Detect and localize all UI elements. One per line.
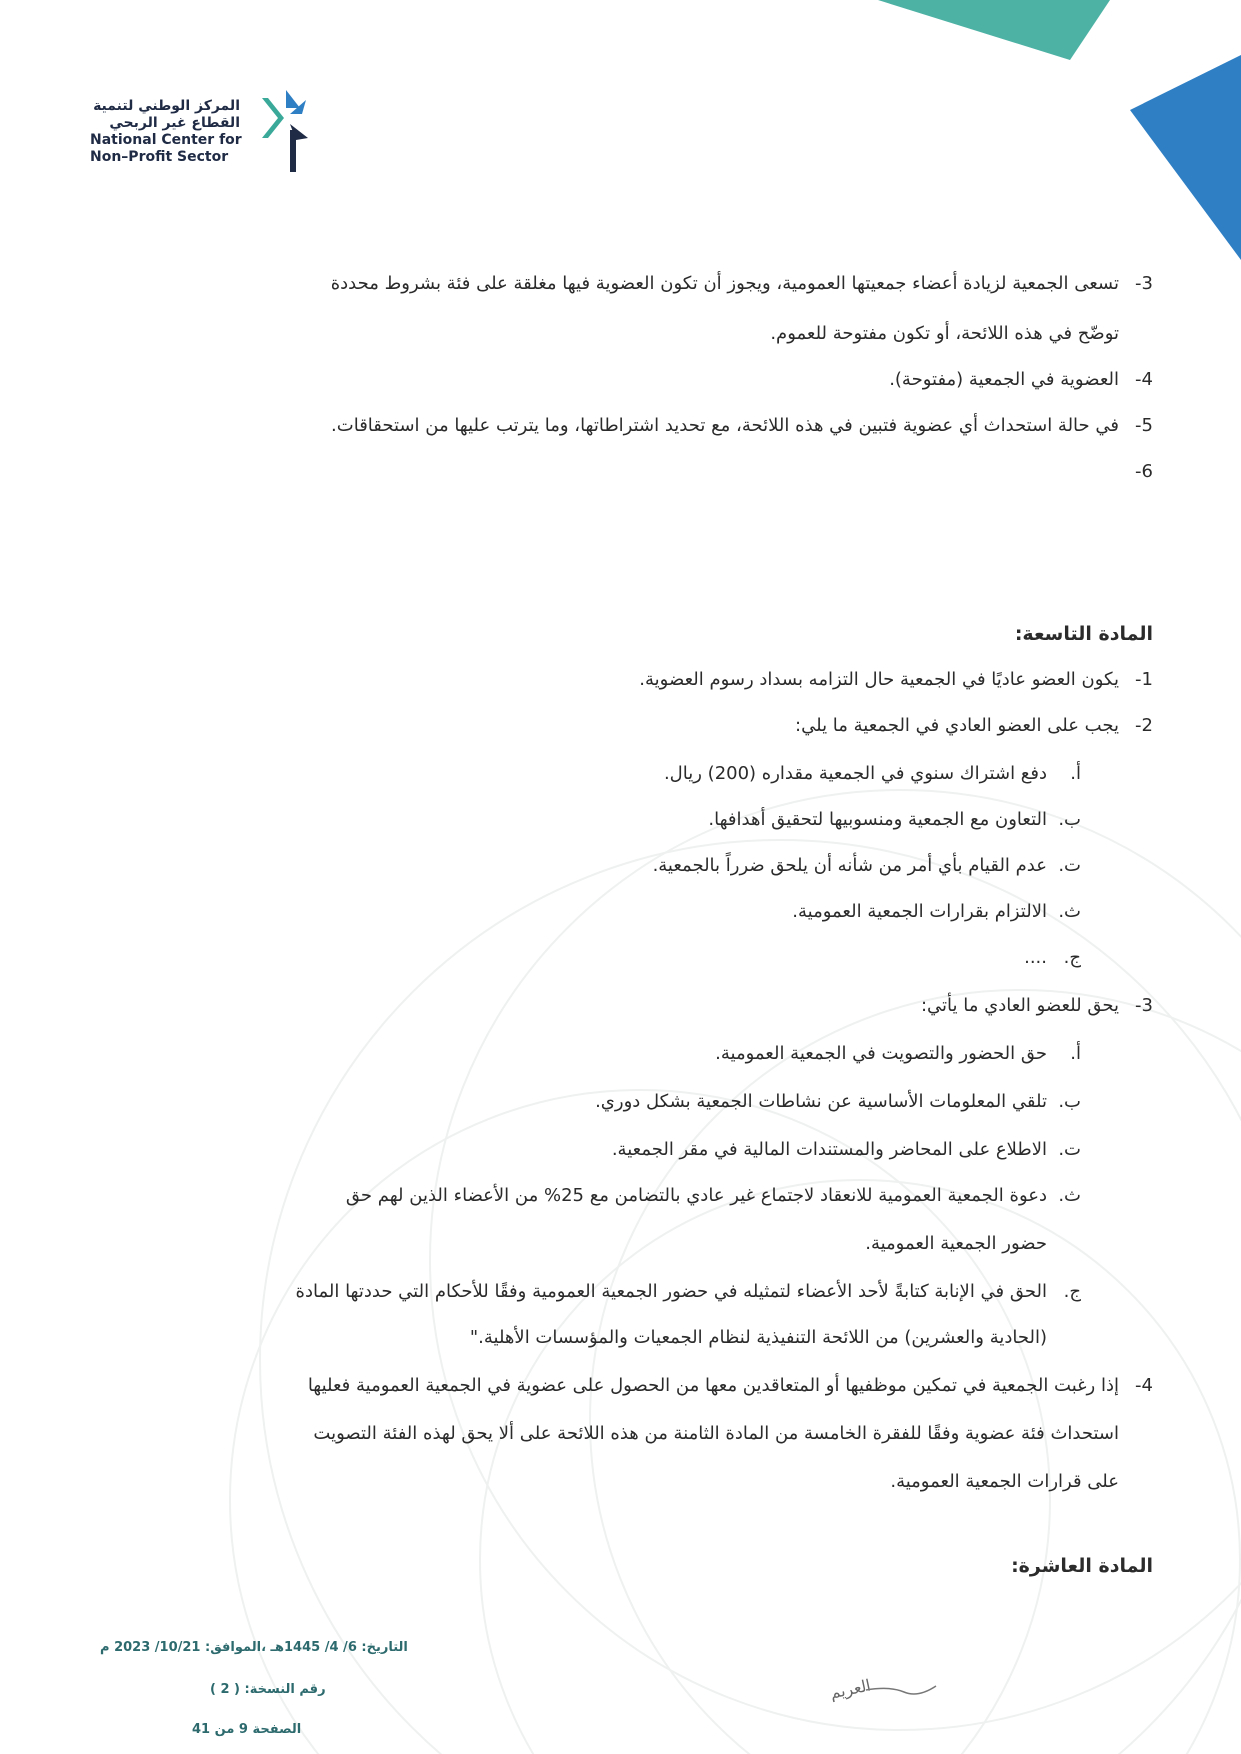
logo-name-en-2: Non–Profit Sector xyxy=(90,149,229,165)
item-text-continuation: توضّح في هذه اللائحة، أو تكون مفتوحة للعموم. xyxy=(770,323,1119,344)
sub-letter: أ. xyxy=(1070,1043,1081,1064)
footer-date: التاريخ: 6/ 4/ 1445هـ ،الموافق: 10/21/ 2023 م xyxy=(100,1640,408,1655)
sub-letter: ت. xyxy=(1058,855,1081,876)
sub-item xyxy=(88,806,1081,834)
sub-item xyxy=(88,1088,1081,1116)
sub-text: عدم القيام بأي أمر من شأنه أن يلحق ضرراً بالجمعية. xyxy=(652,855,1047,876)
item-number: 5- xyxy=(1135,415,1153,436)
item-number: 2- xyxy=(1135,715,1153,736)
sub-letter: أ. xyxy=(1070,763,1081,784)
logo-name-en-1: National Center for xyxy=(90,132,242,148)
item-number: 4- xyxy=(1135,369,1153,390)
item-text-continuation: على قرارات الجمعية العمومية. xyxy=(890,1471,1119,1492)
sub-item xyxy=(88,852,1081,880)
sub-item xyxy=(88,898,1081,926)
item-number: 6- xyxy=(1135,461,1153,482)
sub-item xyxy=(88,944,1081,972)
list-item xyxy=(88,458,1153,486)
footer-page-number: الصفحة 9 من 41 xyxy=(192,1722,302,1737)
sub-letter: ث. xyxy=(1058,1185,1081,1206)
sub-text: دعوة الجمعية العمومية للانعقاد لاجتماع غير عادي بالتضامن مع 25% من الأعضاء الذين لهم حق xyxy=(345,1185,1047,1206)
item-number: 4- xyxy=(1135,1375,1153,1396)
item-text: في حالة استحداث أي عضوية فتبين في هذه اللائحة، مع تحديد اشتراطاتها، وما يترتب عليها من استحقاقات. xyxy=(331,415,1119,436)
sub-text: الحق في الإنابة كتابةً لأحد الأعضاء لتمثيله في حضور الجمعية العمومية وفقًا للأحكام التي حددتها المادة xyxy=(295,1281,1047,1302)
sub-text: .... xyxy=(1024,947,1047,968)
item-number: 1- xyxy=(1135,669,1153,690)
list-item xyxy=(88,712,1153,740)
list-item xyxy=(88,270,1153,298)
sub-text: حق الحضور والتصويت في الجمعية العمومية. xyxy=(715,1043,1047,1064)
footer-copy-number: رقم النسخة: ( 2 ) xyxy=(210,1682,326,1697)
logo-name-ar-2: القطاع غير الربحي xyxy=(109,115,240,131)
sub-letter: ب. xyxy=(1058,1091,1081,1112)
sub-text: دفع اشتراك سنوي في الجمعية مقداره (200) ريال. xyxy=(663,763,1047,784)
logo-name-ar-1: المركز الوطني لتنمية xyxy=(93,98,240,114)
sub-letter: ث. xyxy=(1058,901,1081,922)
logo-text xyxy=(90,98,250,166)
item-text: العضوية في الجمعية (مفتوحة). xyxy=(889,369,1119,390)
sub-text: التعاون مع الجمعية ومنسوبيها لتحقيق أهدافها. xyxy=(708,809,1047,830)
list-item xyxy=(88,992,1153,1020)
sub-item xyxy=(88,1136,1081,1164)
blue-corner-shape xyxy=(1130,55,1241,260)
signature-text: العريم xyxy=(828,1675,873,1703)
sub-item xyxy=(88,1278,1081,1306)
sub-text-continuation: حضور الجمعية العمومية. xyxy=(865,1233,1047,1254)
article-9-title: المادة التاسعة: xyxy=(1014,623,1153,645)
logo xyxy=(90,78,330,188)
logo-mark-icon xyxy=(250,78,320,178)
sub-letter: ب. xyxy=(1058,809,1081,830)
item-text: تسعى الجمعية لزيادة أعضاء جمعيتها العمومية، ويجوز أن تكون العضوية فيها مغلقة على فئة بشروط محددة xyxy=(330,273,1119,294)
item-number: 3- xyxy=(1135,273,1153,294)
sub-text: تلقي المعلومات الأساسية عن نشاطات الجمعية بشكل دوري. xyxy=(595,1091,1047,1112)
item-number: 3- xyxy=(1135,995,1153,1016)
signature-image xyxy=(828,1660,940,1703)
item-text-continuation: استحداث فئة عضوية وفقًا للفقرة الخامسة من المادة الثامنة من هذه اللائحة على ألا يحق لهذه الفئة التصويت xyxy=(313,1423,1119,1444)
teal-corner-shape xyxy=(878,0,1110,60)
sub-text: الاطلاع على المحاضر والمستندات المالية في مقر الجمعية. xyxy=(611,1139,1047,1160)
item-text: يكون العضو عاديًا في الجمعية حال التزامه بسداد رسوم العضوية. xyxy=(639,669,1119,690)
item-text: يحق للعضو العادي ما يأتي: xyxy=(920,995,1119,1016)
item-text: إذا رغبت الجمعية في تمكين موظفيها أو المتعاقدين معها من الحصول على عضوية في الجمعية العمومية فعليها xyxy=(307,1375,1119,1396)
sub-text-continuation: (الحادية والعشرين) من اللائحة التنفيذية لنظام الجمعيات والمؤسسات الأهلية." xyxy=(469,1327,1047,1348)
list-item xyxy=(88,412,1153,440)
list-item xyxy=(88,1372,1153,1400)
article-10-title: المادة العاشرة: xyxy=(1011,1555,1153,1577)
sub-item xyxy=(88,760,1081,788)
sub-item xyxy=(88,1040,1081,1068)
sub-text: الالتزام بقرارات الجمعية العمومية. xyxy=(792,901,1047,922)
list-item xyxy=(88,366,1153,394)
sub-item xyxy=(88,1182,1081,1210)
item-text: يجب على العضو العادي في الجمعية ما يلي: xyxy=(795,715,1119,736)
sub-letter: ت. xyxy=(1058,1139,1081,1160)
list-item xyxy=(88,666,1153,694)
sub-letter: ج. xyxy=(1063,1281,1081,1302)
sub-letter: ج. xyxy=(1063,947,1081,968)
